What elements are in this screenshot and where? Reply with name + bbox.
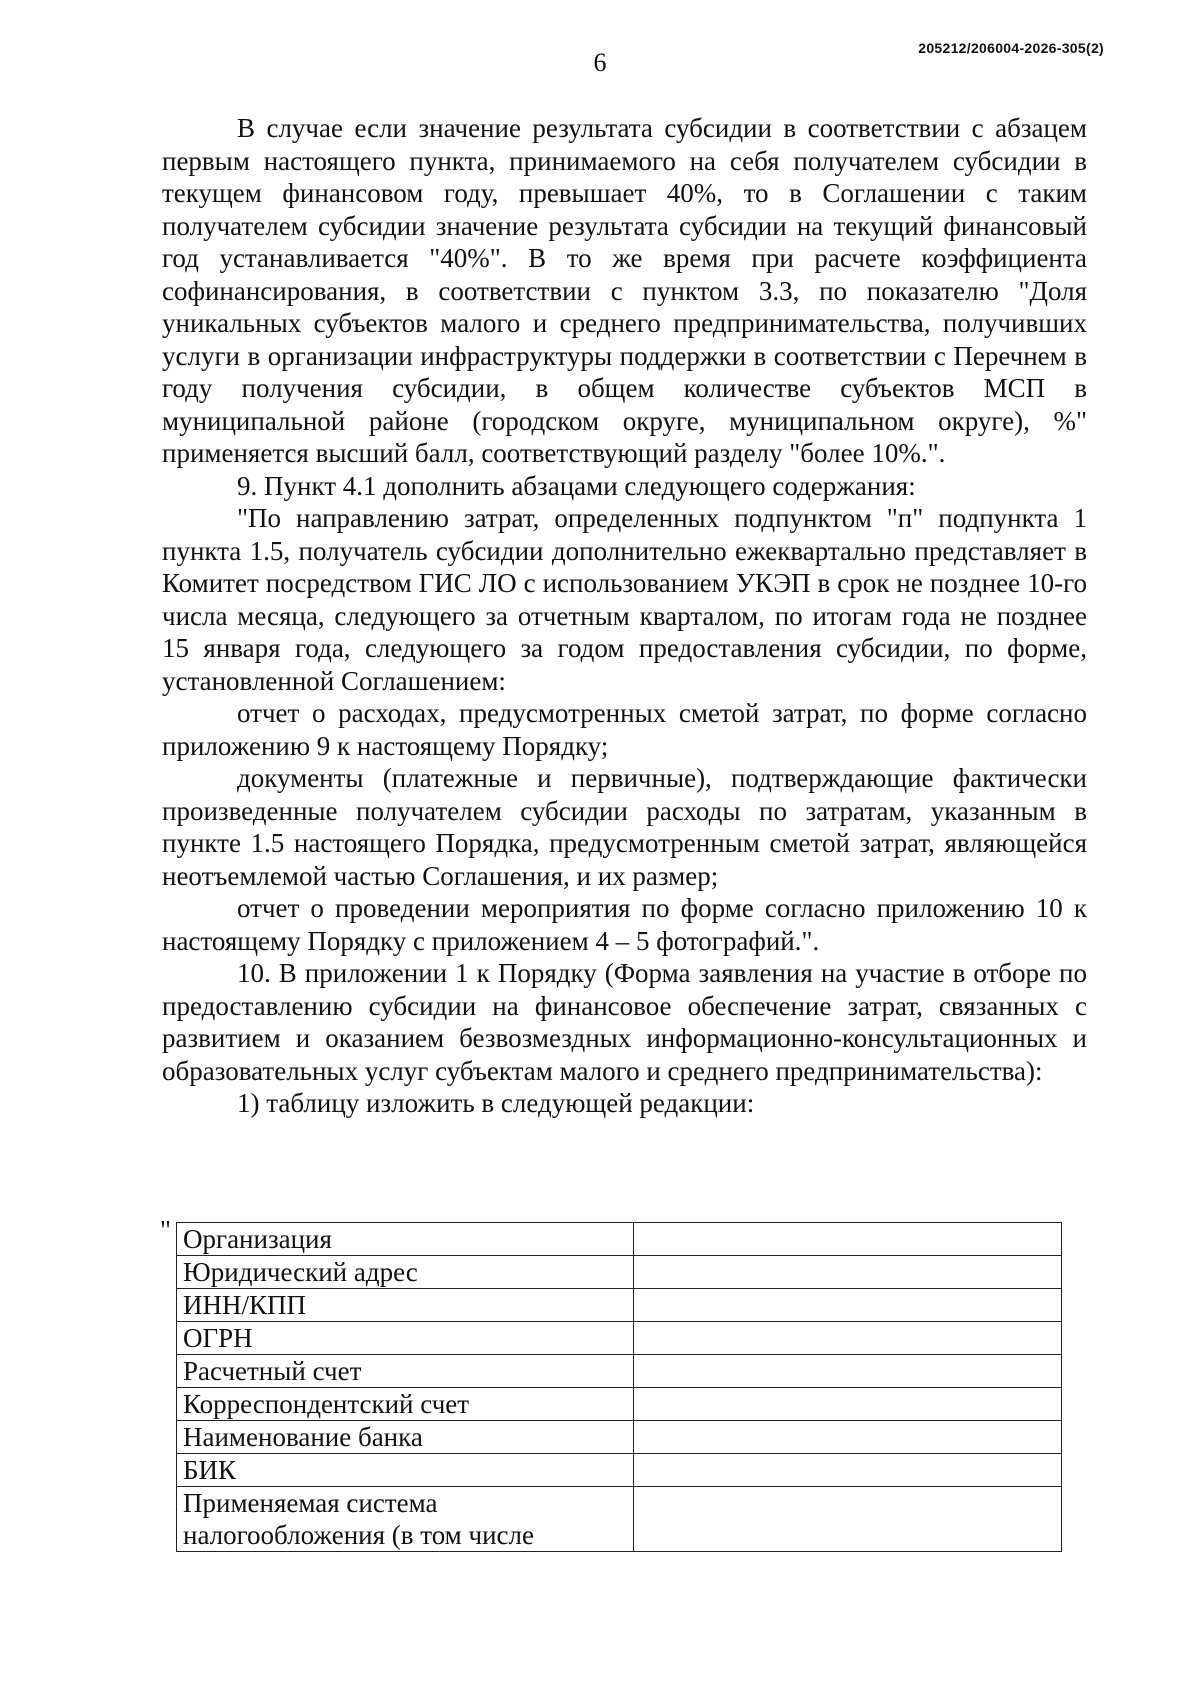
document-body — [162, 112, 1087, 1120]
table-cell-value — [633, 1388, 1061, 1421]
paragraph: 1) таблицу изложить в следующей редакции: — [237, 1088, 755, 1118]
table-cell-value — [633, 1355, 1061, 1388]
table-cell-label: Юридический адрес — [177, 1256, 634, 1289]
table-row — [177, 1289, 1062, 1322]
table-cell-label: Организация — [177, 1223, 634, 1256]
paragraph: 9. Пункт 4.1 дополнить абзацами следующего содержания: — [237, 470, 916, 501]
paragraph: документы (платежные и первичные), подтверждающие фактически произведенные получателем субсидии расходы по затратам, указанным в пункте 1.5 настоящего Порядка, предусмотренным сметой затрат, являющейся неотъемлемой частью Соглашения, и их размер; — [162, 763, 1087, 891]
table-cell-value — [633, 1256, 1061, 1289]
paragraph: отчет о расходах, предусмотренных сметой затрат, по форме согласно приложению 9 к настоящему Порядку; — [162, 698, 1087, 761]
table-cell-value — [633, 1223, 1061, 1256]
table-row — [177, 1223, 1062, 1256]
requisites-table — [176, 1222, 1062, 1552]
table-cell-label: БИК — [177, 1454, 634, 1487]
document-id: 205212/206004-2026-305(2) — [918, 40, 1104, 56]
table-row — [177, 1256, 1062, 1289]
paragraph: 10. В приложении 1 к Порядку (Форма заявления на участие в отборе по предоставлению субсидии на финансовое обеспечение затрат, связанных с развитием и оказанием безвозмездных информационно-консультационных и образовательных услуг субъектам малого и среднего предпринимательства): — [162, 958, 1087, 1086]
table-cell-value — [633, 1289, 1061, 1322]
table-row — [177, 1322, 1062, 1355]
table-row — [177, 1421, 1062, 1454]
table-cell-label: ИНН/КПП — [177, 1289, 634, 1322]
table-cell-value — [633, 1487, 1061, 1552]
page-number: 6 — [593, 48, 607, 77]
table-row — [177, 1388, 1062, 1421]
paragraph: "По направлению затрат, определенных подпунктом "п" подпункта 1 пункта 1.5, получатель субсидии дополнительно ежеквартально представляет в Комитет посредством ГИС ЛО с использованием УКЭП в срок не позднее 10-го числа месяца, следующего за отчетным кварталом, по итогам года не позднее 15 января года, следующего за годом предоставления субсидии, по форме, установленной Соглашением: — [162, 503, 1087, 696]
table-cell-value — [633, 1421, 1061, 1454]
table-row — [177, 1454, 1062, 1487]
table-cell-label: Применяемая система налогообложения (в том числе — [177, 1487, 634, 1552]
table-cell-label: Наименование банка — [177, 1421, 634, 1454]
table-row — [177, 1355, 1062, 1388]
table-row — [177, 1487, 1062, 1552]
table-cell-label: ОГРН — [177, 1322, 634, 1355]
paragraph: В случае если значение результата субсидии в соответствии с абзацем первым настоящего пункта, принимаемого на себя получателем субсидии в текущем финансовом году, превышает 40%, то в Соглашении с таким получателем субсидии значение результата субсидии на текущий финансовый год устанавливается "40%". В то же время при расчете коэффициента софинансирования, в соответствии с пунктом 3.3, по показателю "Доля уникальных субъектов малого и среднего предпринимательства, получивших услуги в организации инфраструктуры поддержки в соответствии с Перечнем в году получения субсидии, в общем количестве субъектов МСП в муниципальной районе (городском округе, муниципальном округе), %" применяется высший балл, соответствующий разделу "более 10%.". — [162, 113, 1087, 468]
table-open-quote: " — [160, 1215, 172, 1245]
table-cell-label: Расчетный счет — [177, 1355, 634, 1388]
paragraph: отчет о проведении мероприятия по форме согласно приложению 10 к настоящему Порядку с приложением 4 – 5 фотографий.". — [162, 893, 1087, 956]
table-cell-value — [633, 1322, 1061, 1355]
table-cell-label: Корреспондентский счет — [177, 1388, 634, 1421]
table-cell-value — [633, 1454, 1061, 1487]
